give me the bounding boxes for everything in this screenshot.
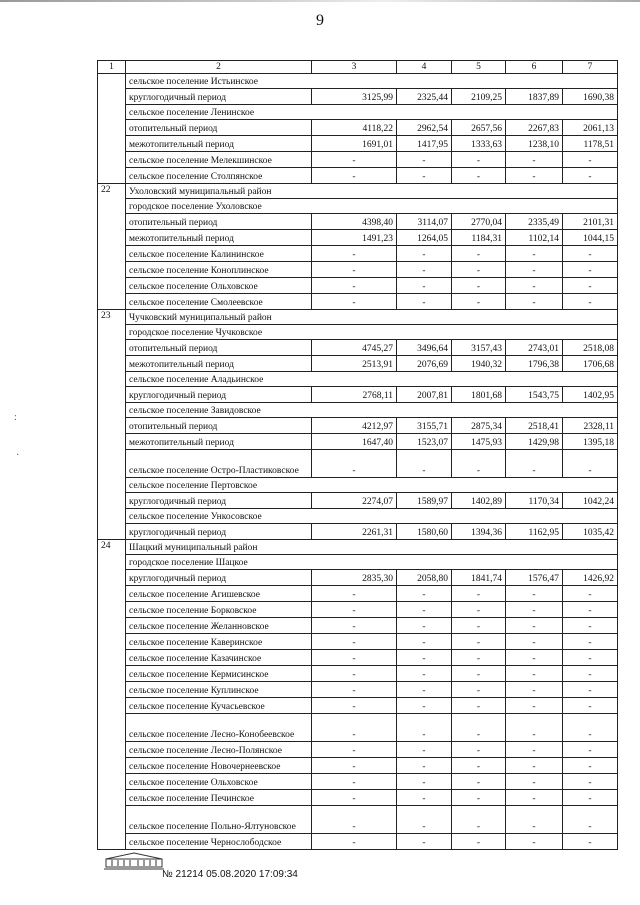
settlement-name-cell: сельское поселение Лесно-Полянское (126, 742, 312, 758)
empty-value-cell: - (312, 650, 397, 666)
empty-value-cell: - (563, 602, 618, 618)
empty-value-cell: - (563, 774, 618, 790)
table-row (98, 806, 618, 834)
table-row (98, 278, 618, 294)
empty-value-cell: - (452, 666, 506, 682)
value-cell: 1042,24 (563, 493, 618, 509)
period-label-cell: круглогодичный период (126, 493, 312, 509)
value-cell: 1691,01 (312, 136, 397, 152)
empty-value-cell: - (452, 742, 506, 758)
empty-value-cell: - (506, 168, 563, 184)
value-cell: 1402,95 (563, 387, 618, 403)
period-label-cell: отопительный период (126, 340, 312, 356)
value-cell: 4398,40 (312, 214, 397, 230)
settlement-name-cell: сельское поселение Ленинское (126, 105, 618, 120)
value-cell: 2875,34 (452, 418, 506, 434)
margin-mark: : (14, 412, 17, 423)
empty-value-cell: - (397, 806, 452, 834)
empty-value-cell: - (312, 634, 397, 650)
empty-value-cell: - (563, 294, 618, 310)
value-cell: 1543,75 (506, 387, 563, 403)
empty-value-cell: - (397, 650, 452, 666)
period-label-cell: круглогодичный период (126, 570, 312, 586)
period-label-cell: межотопительный период (126, 136, 312, 152)
empty-value-cell: - (506, 618, 563, 634)
value-cell: 3125,99 (312, 89, 397, 105)
settlement-name-cell: сельское поселение Мелекшинское (126, 152, 312, 168)
value-cell: 1429,98 (506, 434, 563, 450)
table-row (98, 294, 618, 310)
value-cell: 1576,47 (506, 570, 563, 586)
empty-value-cell: - (452, 650, 506, 666)
table-row (98, 758, 618, 774)
empty-value-cell: - (312, 714, 397, 742)
value-cell: 1841,74 (452, 570, 506, 586)
settlement-name-cell: сельское поселение Ольховское (126, 774, 312, 790)
settlement-name-cell: сельское поселение Каверинское (126, 634, 312, 650)
empty-value-cell: - (452, 834, 506, 850)
table-header-row (98, 61, 618, 74)
empty-value-cell: - (312, 618, 397, 634)
settlement-name-cell: сельское поселение Польно-Ялтуновское (126, 806, 312, 834)
empty-value-cell: - (563, 278, 618, 294)
table-row (98, 666, 618, 682)
scan-edge (0, 0, 640, 2)
empty-value-cell: - (563, 758, 618, 774)
empty-value-cell: - (397, 262, 452, 278)
empty-value-cell: - (452, 634, 506, 650)
empty-value-cell: - (563, 806, 618, 834)
value-cell: 1102,14 (506, 230, 563, 246)
value-cell: 1647,40 (312, 434, 397, 450)
district-name-cell: Шацкий муниципальный район (126, 540, 618, 555)
empty-value-cell: - (452, 774, 506, 790)
table-row (98, 524, 618, 540)
value-cell: 1395,18 (563, 434, 618, 450)
empty-value-cell: - (312, 790, 397, 806)
value-cell: 1523,07 (397, 434, 452, 450)
value-cell: 2743,01 (506, 340, 563, 356)
table-row (98, 356, 618, 372)
table-row (98, 325, 618, 340)
value-cell: 1491,23 (312, 230, 397, 246)
table-row (98, 493, 618, 509)
settlement-name-cell: сельское поселение Чернослободское (126, 834, 312, 850)
value-cell: 2768,11 (312, 387, 397, 403)
table-row (98, 618, 618, 634)
empty-value-cell: - (397, 450, 452, 478)
empty-value-cell: - (563, 714, 618, 742)
value-cell: 1940,32 (452, 356, 506, 372)
empty-value-cell: - (397, 774, 452, 790)
value-cell: 3496,64 (397, 340, 452, 356)
empty-value-cell: - (397, 602, 452, 618)
empty-value-cell: - (312, 168, 397, 184)
value-cell: 2835,30 (312, 570, 397, 586)
period-label-cell: отопительный период (126, 120, 312, 136)
settlement-name-cell: сельское поселение Печинское (126, 790, 312, 806)
settlement-name-cell: сельское поселение Завидовское (126, 403, 618, 418)
building-stamp-icon (104, 852, 164, 870)
empty-value-cell: - (452, 806, 506, 834)
empty-value-cell: - (312, 742, 397, 758)
empty-value-cell: - (397, 834, 452, 850)
empty-value-cell: - (452, 168, 506, 184)
empty-value-cell: - (397, 698, 452, 714)
period-label-cell: отопительный период (126, 418, 312, 434)
table-row (98, 570, 618, 586)
value-cell: 2274,07 (312, 493, 397, 509)
settlement-name-cell: сельское поселение Куплинское (126, 682, 312, 698)
value-cell: 2101,31 (563, 214, 618, 230)
empty-value-cell: - (506, 246, 563, 262)
value-cell: 1178,51 (563, 136, 618, 152)
empty-value-cell: - (452, 278, 506, 294)
settlement-name-cell: сельское поселение Остро-Пластиковское (126, 450, 312, 478)
empty-value-cell: - (452, 758, 506, 774)
settlement-name-cell: сельское поселение Ольховское (126, 278, 312, 294)
empty-number-cell (98, 74, 126, 184)
period-label-cell: круглогодичный период (126, 524, 312, 540)
value-cell: 1402,89 (452, 493, 506, 509)
settlement-name-cell: сельское поселение Новочернеевское (126, 758, 312, 774)
empty-value-cell: - (397, 666, 452, 682)
empty-value-cell: - (506, 774, 563, 790)
header-cell: 7 (563, 61, 618, 74)
table-row (98, 230, 618, 246)
value-cell: 2267,83 (506, 120, 563, 136)
table-row (98, 262, 618, 278)
table-row (98, 742, 618, 758)
empty-value-cell: - (397, 634, 452, 650)
period-label-cell: межотопительный период (126, 434, 312, 450)
value-cell: 1706,68 (563, 356, 618, 372)
value-cell: 1801,68 (452, 387, 506, 403)
table-row (98, 168, 618, 184)
table-row (98, 372, 618, 387)
empty-value-cell: - (452, 262, 506, 278)
empty-value-cell: - (506, 714, 563, 742)
table-row (98, 152, 618, 168)
empty-value-cell: - (563, 682, 618, 698)
empty-value-cell: - (312, 758, 397, 774)
empty-value-cell: - (452, 602, 506, 618)
empty-value-cell: - (397, 586, 452, 602)
table-row (98, 74, 618, 89)
value-cell: 1475,93 (452, 434, 506, 450)
page-number: 9 (316, 12, 324, 29)
empty-value-cell: - (452, 698, 506, 714)
value-cell: 1170,34 (506, 493, 563, 509)
empty-value-cell: - (452, 152, 506, 168)
empty-value-cell: - (397, 152, 452, 168)
header-cell: 2 (126, 61, 312, 74)
table-row (98, 509, 618, 524)
header-cell: 3 (312, 61, 397, 74)
margin-mark: · (16, 450, 20, 461)
header-cell: 6 (506, 61, 563, 74)
empty-value-cell: - (506, 698, 563, 714)
value-cell: 2518,41 (506, 418, 563, 434)
empty-value-cell: - (563, 742, 618, 758)
value-cell: 4118,22 (312, 120, 397, 136)
period-label-cell: межотопительный период (126, 230, 312, 246)
table-row (98, 418, 618, 434)
empty-value-cell: - (452, 450, 506, 478)
empty-value-cell: - (452, 618, 506, 634)
empty-value-cell: - (506, 294, 563, 310)
table-row (98, 714, 618, 742)
table-row (98, 387, 618, 403)
settlement-name-cell: сельское поселение Пертовское (126, 478, 618, 493)
empty-value-cell: - (563, 586, 618, 602)
empty-value-cell: - (506, 602, 563, 618)
empty-value-cell: - (452, 682, 506, 698)
table-row (98, 199, 618, 214)
value-cell: 2328,11 (563, 418, 618, 434)
empty-value-cell: - (397, 682, 452, 698)
district-number-cell: 22 (98, 184, 126, 310)
value-cell: 3157,43 (452, 340, 506, 356)
period-label-cell: круглогодичный период (126, 89, 312, 105)
empty-value-cell: - (506, 586, 563, 602)
empty-value-cell: - (397, 246, 452, 262)
empty-value-cell: - (506, 634, 563, 650)
empty-value-cell: - (506, 790, 563, 806)
table-row (98, 340, 618, 356)
value-cell: 2513,91 (312, 356, 397, 372)
value-cell: 4745,27 (312, 340, 397, 356)
empty-value-cell: - (506, 742, 563, 758)
table-row (98, 602, 618, 618)
value-cell: 2518,08 (563, 340, 618, 356)
table-row (98, 834, 618, 850)
empty-value-cell: - (563, 650, 618, 666)
value-cell: 1417,95 (397, 136, 452, 152)
empty-value-cell: - (312, 152, 397, 168)
table-row (98, 450, 618, 478)
empty-value-cell: - (563, 246, 618, 262)
registration-number: № 21214 05.08.2020 17:09:34 (162, 869, 298, 880)
empty-value-cell: - (506, 278, 563, 294)
table-row (98, 184, 618, 199)
empty-value-cell: - (506, 666, 563, 682)
settlement-name-cell: сельское поселение Борковское (126, 602, 312, 618)
empty-value-cell: - (397, 618, 452, 634)
empty-value-cell: - (397, 714, 452, 742)
settlement-name-cell: сельское поселение Калининское (126, 246, 312, 262)
empty-value-cell: - (397, 742, 452, 758)
empty-value-cell: - (563, 168, 618, 184)
value-cell: 1690,38 (563, 89, 618, 105)
tariff-table (97, 60, 618, 850)
value-cell: 2058,80 (397, 570, 452, 586)
empty-value-cell: - (563, 618, 618, 634)
value-cell: 1394,36 (452, 524, 506, 540)
empty-value-cell: - (312, 774, 397, 790)
empty-value-cell: - (312, 278, 397, 294)
value-cell: 1035,42 (563, 524, 618, 540)
settlement-name-cell: сельское поселение Ункосовское (126, 509, 618, 524)
table-row (98, 555, 618, 570)
settlement-name-cell: сельское поселение Агишевское (126, 586, 312, 602)
empty-value-cell: - (312, 602, 397, 618)
empty-value-cell: - (397, 168, 452, 184)
empty-value-cell: - (506, 450, 563, 478)
table-row (98, 774, 618, 790)
empty-value-cell: - (397, 294, 452, 310)
value-cell: 1333,63 (452, 136, 506, 152)
table-row (98, 586, 618, 602)
empty-value-cell: - (563, 790, 618, 806)
header-cell: 5 (452, 61, 506, 74)
empty-value-cell: - (312, 682, 397, 698)
empty-value-cell: - (397, 790, 452, 806)
settlement-name-cell: сельское поселение Желанновское (126, 618, 312, 634)
empty-value-cell: - (312, 586, 397, 602)
empty-value-cell: - (452, 714, 506, 742)
value-cell: 1044,15 (563, 230, 618, 246)
empty-value-cell: - (397, 278, 452, 294)
settlement-name-cell: сельское поселение Лесно-Конобеевское (126, 714, 312, 742)
value-cell: 2007,81 (397, 387, 452, 403)
value-cell: 1184,31 (452, 230, 506, 246)
value-cell: 2770,04 (452, 214, 506, 230)
empty-value-cell: - (506, 758, 563, 774)
value-cell: 1589,97 (397, 493, 452, 509)
empty-value-cell: - (312, 834, 397, 850)
empty-value-cell: - (312, 698, 397, 714)
district-number-cell: 23 (98, 310, 126, 540)
table-row (98, 540, 618, 555)
header-cell: 4 (397, 61, 452, 74)
empty-value-cell: - (312, 806, 397, 834)
header-cell: 1 (98, 61, 126, 74)
empty-value-cell: - (312, 666, 397, 682)
empty-value-cell: - (563, 450, 618, 478)
table-row (98, 790, 618, 806)
settlement-name-cell: сельское поселение Столпянское (126, 168, 312, 184)
value-cell: 2261,31 (312, 524, 397, 540)
value-cell: 2335,49 (506, 214, 563, 230)
period-label-cell: отопительный период (126, 214, 312, 230)
table-row (98, 136, 618, 152)
empty-value-cell: - (312, 294, 397, 310)
table-row (98, 434, 618, 450)
empty-value-cell: - (452, 790, 506, 806)
empty-value-cell: - (506, 152, 563, 168)
settlement-name-cell: городское поселение Ухоловское (126, 199, 618, 214)
value-cell: 2076,69 (397, 356, 452, 372)
value-cell: 2657,56 (452, 120, 506, 136)
empty-value-cell: - (506, 682, 563, 698)
settlement-name-cell: сельское поселение Аладьинское (126, 372, 618, 387)
value-cell: 1580,60 (397, 524, 452, 540)
table-row (98, 310, 618, 325)
empty-value-cell: - (506, 262, 563, 278)
district-number-cell: 24 (98, 540, 126, 850)
table-row (98, 403, 618, 418)
settlement-name-cell: сельское поселение Казачинское (126, 650, 312, 666)
value-cell: 4212,97 (312, 418, 397, 434)
table-row (98, 246, 618, 262)
value-cell: 1796,38 (506, 356, 563, 372)
value-cell: 1162,95 (506, 524, 563, 540)
value-cell: 1264,05 (397, 230, 452, 246)
table-row (98, 89, 618, 105)
settlement-name-cell: сельское поселение Кучасьевское (126, 698, 312, 714)
empty-value-cell: - (452, 294, 506, 310)
settlement-name-cell: сельское поселение Смолеевское (126, 294, 312, 310)
value-cell: 3114,07 (397, 214, 452, 230)
empty-value-cell: - (312, 450, 397, 478)
empty-value-cell: - (397, 758, 452, 774)
table-row (98, 120, 618, 136)
table-row (98, 698, 618, 714)
empty-value-cell: - (312, 262, 397, 278)
value-cell: 2962,54 (397, 120, 452, 136)
district-name-cell: Ухоловский муниципальный район (126, 184, 618, 199)
settlement-name-cell: сельское поселение Кермисинское (126, 666, 312, 682)
district-name-cell: Чучковский муниципальный район (126, 310, 618, 325)
value-cell: 2061,13 (563, 120, 618, 136)
value-cell: 2325,44 (397, 89, 452, 105)
settlement-name-cell: городское поселение Шацкое (126, 555, 618, 570)
empty-value-cell: - (452, 586, 506, 602)
table-row (98, 682, 618, 698)
table-row (98, 478, 618, 493)
table-row (98, 650, 618, 666)
empty-value-cell: - (563, 634, 618, 650)
empty-value-cell: - (563, 262, 618, 278)
value-cell: 2109,25 (452, 89, 506, 105)
empty-value-cell: - (563, 698, 618, 714)
empty-value-cell: - (563, 666, 618, 682)
settlement-name-cell: сельское поселение Коноплинское (126, 262, 312, 278)
empty-value-cell: - (563, 152, 618, 168)
empty-value-cell: - (452, 246, 506, 262)
settlement-name-cell: сельское поселение Истьинское (126, 74, 618, 89)
value-cell: 1837,89 (506, 89, 563, 105)
value-cell: 1426,92 (563, 570, 618, 586)
empty-value-cell: - (506, 806, 563, 834)
table-row (98, 214, 618, 230)
table-row (98, 105, 618, 120)
value-cell: 3155,71 (397, 418, 452, 434)
settlement-name-cell: городское поселение Чучковское (126, 325, 618, 340)
period-label-cell: межотопительный период (126, 356, 312, 372)
table-row (98, 634, 618, 650)
period-label-cell: круглогодичный период (126, 387, 312, 403)
empty-value-cell: - (312, 246, 397, 262)
empty-value-cell: - (563, 834, 618, 850)
empty-value-cell: - (506, 834, 563, 850)
empty-value-cell: - (506, 650, 563, 666)
value-cell: 1238,10 (506, 136, 563, 152)
